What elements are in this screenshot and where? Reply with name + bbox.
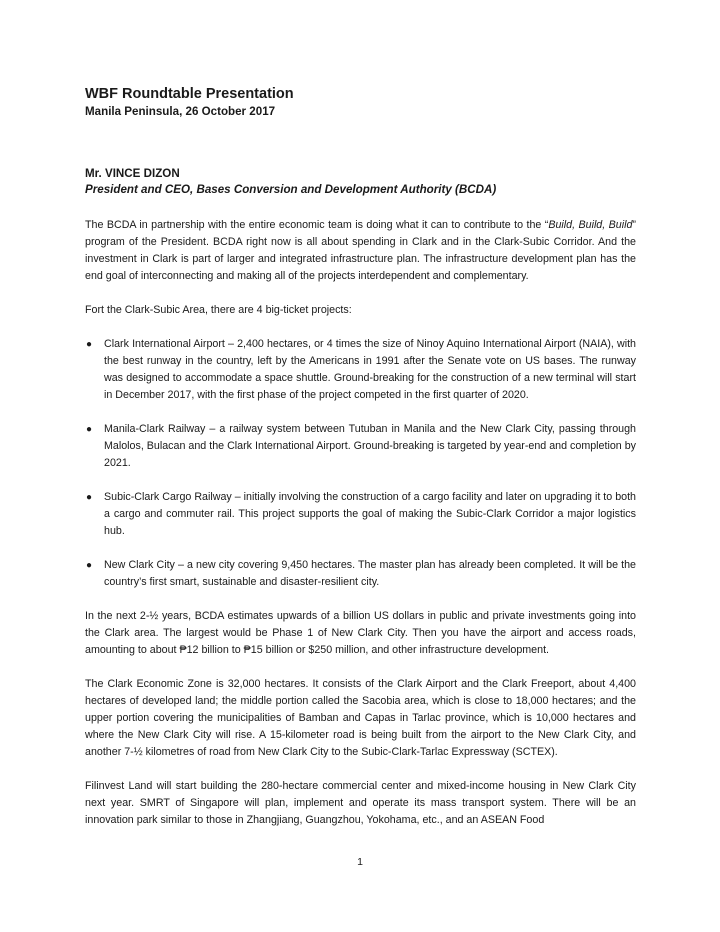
list-item-text: Manila-Clark Railway – a railway system between Tutuban in Manila and the New Clark City, passing through Malolos, Bulacan and the Clark International Airport. Ground-breaking is targeted by year-end and completion by 2021. bbox=[104, 423, 636, 469]
list-item-text: Clark International Airport – 2,400 hectares, or 4 times the size of Ninoy Aquino International Airport (NAIA), with the best runway in the country, left by the Americans in 1991 after the Senate vote on US bases. The runway was designed to accommodate a space shuttle. Ground-breaking for the construction of a new terminal will start in December 2017, with the first phase of the project competed in the first quarter of 2020. bbox=[104, 338, 636, 401]
bullet-icon: ● bbox=[86, 560, 93, 571]
intro-text-before: The BCDA in partnership with the entire economic team is doing what it can to contribute to the “ bbox=[85, 219, 549, 231]
list-item bbox=[85, 336, 636, 404]
paragraph-economic-zone: The Clark Economic Zone is 32,000 hectares. It consists of the Clark Airport and the Clark Freeport, about 4,400 hectares of developed land; the middle portion called the Sacobia area, which is close to 18,000 hectares; and the upper portion covering the municipalities of Bamban and Capas in Tarlac province, which is 10,000 hectares and where the New Clark City will rise. A 15-kilometer road is being built from the airport to the New Clark City, and another 7-½ kilometres of road from New Clark City to the Subic-Clark-Tarlac Expressway (SCTEX). bbox=[85, 678, 636, 758]
page-number: 1 bbox=[357, 856, 363, 868]
bullet-icon: ● bbox=[86, 424, 93, 435]
document-title: WBF Roundtable Presentation bbox=[85, 86, 294, 102]
list-item-text: Subic-Clark Cargo Railway – initially involving the construction of a cargo facility and later on upgrading it to both a cargo and commuter rail. This project supports the goal of making the Subic-Clark Corridor a major logistics hub. bbox=[104, 491, 636, 537]
document-body bbox=[85, 84, 636, 829]
list-item bbox=[85, 489, 636, 540]
speaker-name: Mr. VINCE DIZON bbox=[85, 167, 180, 180]
document-subtitle: Manila Peninsula, 26 October 2017 bbox=[85, 105, 276, 118]
paragraph-filinvest: Filinvest Land will start building the 280-hectare commercial center and mixed-income housing in New Clark City next year. SMRT of Singapore will plan, implement and operate its mass transport system. There will be an innovation park similar to those in Zhangjiang, Guangzhou, Yokohama, etc., and an ASEAN Food bbox=[85, 780, 636, 826]
bullet-icon: ● bbox=[86, 492, 93, 503]
intro-paragraph bbox=[85, 217, 636, 285]
intro-italic-program: Build, Build, Build bbox=[548, 219, 633, 231]
list-item bbox=[85, 557, 636, 591]
list-item-text: New Clark City – a new city covering 9,450 hectares. The master plan has already been completed. It will be the country’s first smart, sustainable and disaster-resilient city. bbox=[104, 559, 636, 588]
paragraph-investments: In the next 2-½ years, BCDA estimates upwards of a billion US dollars in public and private investments going into the Clark area. The largest would be Phase 1 of New Clark City. Then you have the airport and access roads, amounting to about ₱12 billion to ₱15 billion or $250 million, and other infrastructure development. bbox=[85, 610, 636, 656]
list-item bbox=[85, 421, 636, 472]
projects-list bbox=[85, 336, 636, 591]
bullet-icon: ● bbox=[86, 339, 93, 350]
intro-text-after: ” program of the President. BCDA right now is all about spending in Clark and in the Clark-Subic Corridor. And the investment in Clark is part of larger and integrated infrastructure plan. The infrastructure development plan has the end goal of interconnecting and making all of the projects interdependent and complementary. bbox=[85, 219, 636, 282]
projects-intro: Fort the Clark-Subic Area, there are 4 big-ticket projects: bbox=[85, 304, 352, 316]
speaker-role: President and CEO, Bases Conversion and Development Authority (BCDA) bbox=[85, 183, 497, 196]
